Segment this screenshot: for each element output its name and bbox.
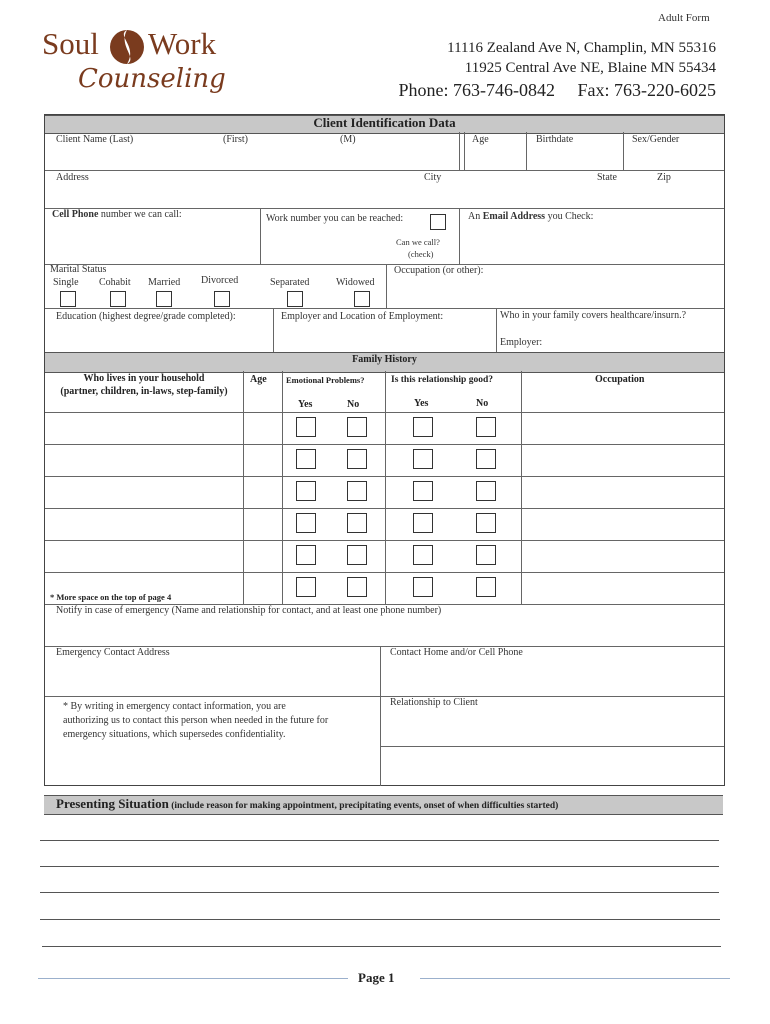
relationship-yes-checkbox[interactable] [413,577,433,597]
emergency-note-line-3: emergency situations, which supersedes confidentiality. [63,729,286,740]
widowed-checkbox[interactable] [354,291,370,307]
emotional-yes-checkbox[interactable] [296,417,316,437]
occupation-field[interactable] [387,276,724,307]
work-number-label: Work number you can be reached: [266,213,404,224]
relationship-no-checkbox[interactable] [476,577,496,597]
age-column-header: Age [250,374,267,385]
birthdate-label: Birthdate [536,134,574,145]
presenting-line[interactable] [42,946,721,947]
emotional-no-checkbox[interactable] [347,513,367,533]
presenting-line[interactable] [40,919,720,920]
emergency-contact-field[interactable] [45,617,724,646]
emotional-yes-checkbox[interactable] [296,545,316,565]
marital-option-separated: Separated [270,277,310,288]
emotional-yes-checkbox[interactable] [296,513,316,533]
emotional-yes-checkbox[interactable] [296,577,316,597]
email-label: An Email Address you Check: [468,211,594,222]
presenting-line[interactable] [40,840,719,841]
section-title: Client Identification Data [313,115,456,130]
divorced-checkbox[interactable] [214,291,230,307]
presenting-line[interactable] [40,866,719,867]
household-header: Who lives in your household [83,373,205,384]
emergency-address-field[interactable] [45,658,379,695]
logo-word-work: Work [148,26,217,61]
logo-swirl-icon [108,28,146,66]
relationship-yes-checkbox[interactable] [413,449,433,469]
company-logo [42,26,232,102]
family-row[interactable] [45,413,724,444]
relationship-no-checkbox[interactable] [476,513,496,533]
relationship-yes-checkbox[interactable] [413,481,433,501]
family-row[interactable] [45,509,724,540]
phone-fax-line: Phone: 763-746-0842 Fax: 763-220-6025 [398,80,716,100]
household-subheader: (partner, children, in-laws, step-family) [60,386,228,397]
presenting-line[interactable] [40,892,719,893]
address-line-1: 11116 Zealand Ave N, Champlin, MN 55316 [447,40,716,56]
emotional-yes-checkbox[interactable] [296,449,316,469]
single-checkbox[interactable] [60,291,76,307]
age-label: Age [472,134,489,145]
page-number: Page 1 [358,970,395,985]
address-field[interactable] [45,171,724,208]
footer-line-right [420,978,730,979]
logo-subtitle: Counseling [78,64,226,94]
emergency-notify-label: Notify in case of emergency (Name and relationship for contact, and at least one phone number) [56,605,442,616]
emotional-yes-checkbox[interactable] [296,481,316,501]
sex-gender-label: Sex/Gender [632,134,680,145]
emotional-no-checkbox[interactable] [347,545,367,565]
cohabit-checkbox[interactable] [110,291,126,307]
relationship-no-checkbox[interactable] [476,545,496,565]
family-row[interactable] [45,477,724,508]
address-label: Address [56,172,89,183]
family-history-title: Family History [352,354,417,365]
relationship-no-checkbox[interactable] [476,417,496,437]
occupation-column-header: Occupation [595,374,645,385]
married-checkbox[interactable] [156,291,172,307]
family-row[interactable] [45,445,724,476]
emergency-phone-field[interactable] [381,658,724,695]
emergency-note-line-1: * By writing in emergency contact information, you are [63,701,286,712]
relationship-yes-checkbox[interactable] [413,545,433,565]
emotional-yes-label: Yes [298,399,313,410]
logo-word-soul: Soul [42,26,99,61]
marital-status-label: Marital Status [50,264,107,275]
relationship-to-client-label: Relationship to Client [390,697,478,708]
marital-option-widowed: Widowed [336,277,375,288]
relationship-no-label: No [476,398,489,409]
relationship-yes-checkbox[interactable] [413,417,433,437]
emotional-problems-header: Emotional Problems? [286,375,365,385]
client-first-name-label: (First) [223,134,248,145]
emotional-no-checkbox[interactable] [347,577,367,597]
relationship-yes-label: Yes [414,398,429,409]
marital-option-divorced: Divorced [201,275,239,286]
client-middle-name-label: (M) [340,134,356,145]
cell-phone-label: Cell Phone number we can call: [52,209,182,220]
insurance-label: Who in your family covers healthcare/insurn.? [500,310,687,321]
relationship-good-header: Is this relationship good? [391,375,493,385]
emergency-address-label: Emergency Contact Address [56,647,170,658]
client-name-field[interactable] [45,132,724,170]
marital-option-married: Married [148,277,181,288]
family-row[interactable] [45,541,724,572]
education-employment-field[interactable] [45,322,724,352]
more-space-note: * More space on the top of page 4 [50,592,172,602]
relationship-no-checkbox[interactable] [476,449,496,469]
footer-line-left [38,978,348,979]
separated-checkbox[interactable] [287,291,303,307]
presenting-situation-title: Presenting Situation (include reason for making appointment, precipitating events, onset of when difficulties started) [56,796,559,811]
phone-email-field[interactable] [45,209,724,264]
client-last-name-label: Client Name (Last) [56,134,134,145]
relationship-to-client-field[interactable] [381,710,724,746]
can-call-label: Can we call? [396,237,440,247]
emotional-no-label: No [347,399,360,410]
form-type-label: Adult Form [658,12,710,24]
zip-label: Zip [657,172,671,183]
marital-option-cohabit: Cohabit [99,277,131,288]
address-line-2: 11925 Central Ave NE, Blaine MN 55434 [464,60,716,76]
employer-location-label: Employer and Location of Employment: [281,311,444,322]
emotional-no-checkbox[interactable] [347,449,367,469]
city-label: City [424,172,442,183]
marital-option-single: Single [53,277,79,288]
emotional-no-checkbox[interactable] [347,417,367,437]
occupation-label: Occupation (or other): [394,265,484,276]
emergency-phone-label: Contact Home and/or Cell Phone [390,647,523,658]
relationship-no-checkbox[interactable] [476,481,496,501]
emergency-note-line-2: authorizing us to contact this person when needed in the future for [63,715,329,726]
emotional-no-checkbox[interactable] [347,481,367,501]
can-call-check-label: (check) [408,249,434,259]
relationship-yes-checkbox[interactable] [413,513,433,533]
education-label: Education (highest degree/grade completed): [56,311,236,322]
state-label: State [597,172,617,183]
insurance-employer-label: Employer: [500,337,543,348]
